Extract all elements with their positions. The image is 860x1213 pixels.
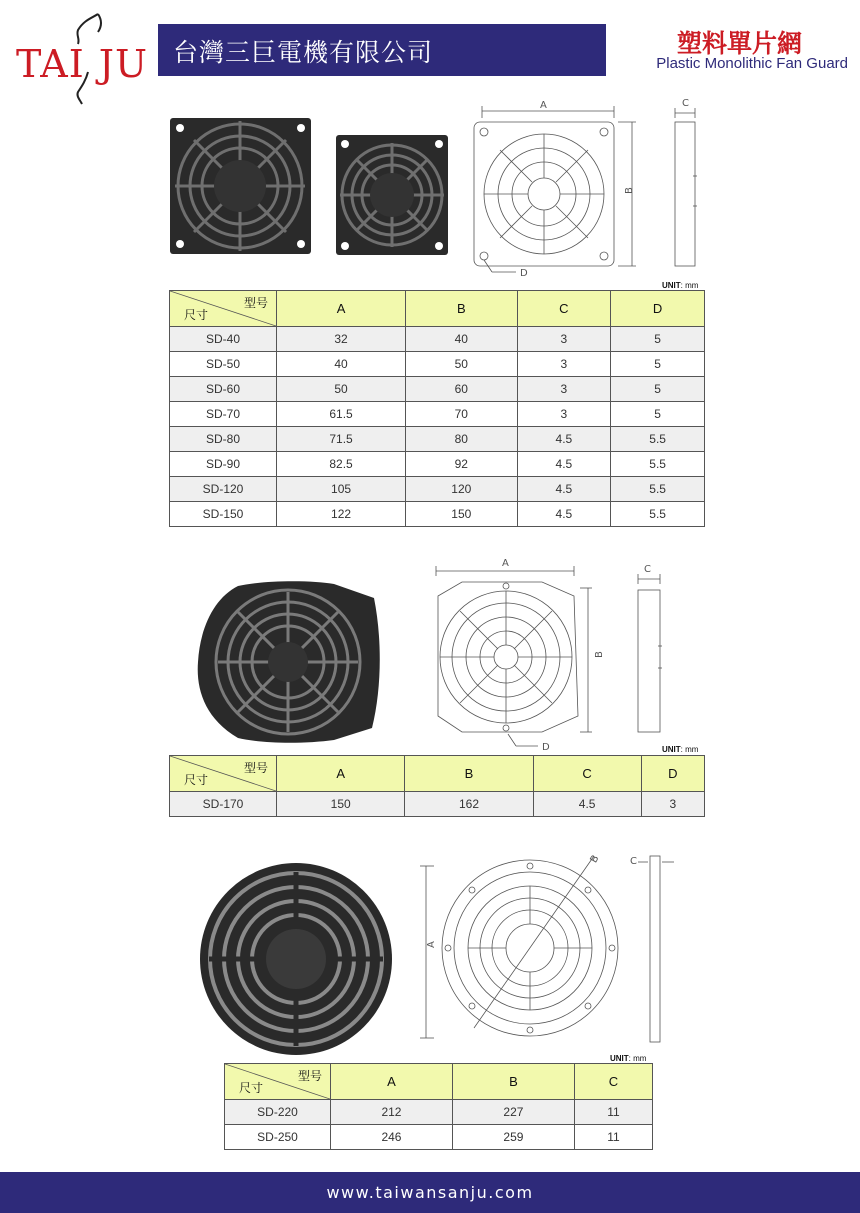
value-cell: 5 bbox=[611, 352, 705, 377]
value-cell: 5 bbox=[611, 377, 705, 402]
value-cell: 50 bbox=[406, 352, 517, 377]
value-cell: 122 bbox=[277, 502, 406, 527]
dim-d-label: D bbox=[520, 268, 528, 279]
table-row bbox=[170, 452, 705, 477]
model-cell: SD-220 bbox=[225, 1100, 331, 1125]
model-cell: SD-70 bbox=[170, 402, 277, 427]
column-header: D bbox=[641, 756, 704, 792]
value-cell: 5.5 bbox=[611, 427, 705, 452]
square-guard-small-photo bbox=[334, 133, 450, 257]
corner-size-label: 尺寸 bbox=[184, 773, 209, 787]
column-header: B bbox=[406, 291, 517, 327]
value-cell: 150 bbox=[406, 502, 517, 527]
column-header: C bbox=[517, 291, 611, 327]
rounded-guard-photo bbox=[194, 578, 382, 744]
square-guard-large-photo bbox=[168, 116, 313, 256]
dim-a-label: A bbox=[540, 100, 547, 111]
table-row bbox=[225, 1125, 653, 1150]
model-cell: SD-80 bbox=[170, 427, 277, 452]
product-title-en: Plastic Monolithic Fan Guard bbox=[656, 55, 848, 72]
value-cell: 5.5 bbox=[611, 477, 705, 502]
value-cell: 3 bbox=[641, 792, 704, 817]
company-logo bbox=[6, 8, 156, 106]
value-cell: 50 bbox=[277, 377, 406, 402]
value-cell: 4.5 bbox=[533, 792, 641, 817]
value-cell: 259 bbox=[452, 1125, 574, 1150]
value-cell: 60 bbox=[406, 377, 517, 402]
column-header: D bbox=[611, 291, 705, 327]
value-cell: 5.5 bbox=[611, 502, 705, 527]
column-header: A bbox=[277, 291, 406, 327]
table-row bbox=[170, 477, 705, 502]
value-cell: 105 bbox=[277, 477, 406, 502]
value-cell: 80 bbox=[406, 427, 517, 452]
table-corner-cell bbox=[170, 756, 277, 792]
corner-size-label: 尺寸 bbox=[184, 308, 209, 322]
company-name: 台灣三巨電機有限公司 bbox=[173, 38, 434, 67]
table-row bbox=[170, 402, 705, 427]
website-link[interactable]: www.taiwansanju.com bbox=[326, 1183, 534, 1202]
header-band bbox=[158, 24, 852, 76]
unit-label-1: UNIT: mm bbox=[662, 281, 699, 290]
column-header: C bbox=[574, 1064, 652, 1100]
spec-table-3 bbox=[224, 1063, 653, 1150]
value-cell: 212 bbox=[331, 1100, 453, 1125]
value-cell: 5 bbox=[611, 327, 705, 352]
table-header-row bbox=[170, 291, 705, 327]
logo-wordmark bbox=[16, 42, 148, 86]
model-cell: SD-50 bbox=[170, 352, 277, 377]
unit-label-3: UNIT: mm bbox=[610, 1054, 647, 1063]
model-cell: SD-120 bbox=[170, 477, 277, 502]
unit-label-2: UNIT: mm bbox=[662, 745, 699, 754]
table-row bbox=[170, 352, 705, 377]
dim-b-label: B bbox=[588, 853, 602, 865]
dim-a-label: A bbox=[426, 941, 437, 948]
logo-left-text: TAI bbox=[16, 42, 85, 86]
value-cell: 5.5 bbox=[611, 452, 705, 477]
spec-table-1 bbox=[169, 290, 705, 527]
round-guard-drawing bbox=[412, 848, 684, 1044]
table-row bbox=[225, 1100, 653, 1125]
value-cell: 5 bbox=[611, 402, 705, 427]
value-cell: 92 bbox=[406, 452, 517, 477]
corner-model-label: 型号 bbox=[243, 296, 268, 310]
dim-c-label: C bbox=[682, 98, 689, 109]
table-header-row bbox=[170, 756, 705, 792]
value-cell: 3 bbox=[517, 377, 611, 402]
footer-band bbox=[0, 1172, 860, 1213]
table-row bbox=[170, 502, 705, 527]
value-cell: 4.5 bbox=[517, 477, 611, 502]
dim-c-label: C bbox=[630, 856, 637, 867]
value-cell: 3 bbox=[517, 327, 611, 352]
model-cell: SD-90 bbox=[170, 452, 277, 477]
value-cell: 120 bbox=[406, 477, 517, 502]
dim-b-label: B bbox=[594, 651, 605, 658]
corner-model-label: 型号 bbox=[297, 1069, 322, 1083]
dim-b-label: B bbox=[624, 187, 635, 194]
dim-d-label: D bbox=[542, 742, 550, 753]
product-title-zh: 塑料單片網 bbox=[676, 29, 802, 58]
table-row bbox=[170, 377, 705, 402]
model-cell: SD-60 bbox=[170, 377, 277, 402]
value-cell: 40 bbox=[277, 352, 406, 377]
table-row bbox=[170, 427, 705, 452]
logo-right-text: JU bbox=[98, 42, 148, 86]
spec-table-2 bbox=[169, 755, 705, 817]
rounded-guard-drawing bbox=[428, 556, 672, 756]
value-cell: 11 bbox=[574, 1125, 652, 1150]
value-cell: 4.5 bbox=[517, 452, 611, 477]
column-header: B bbox=[405, 756, 533, 792]
value-cell: 4.5 bbox=[517, 427, 611, 452]
model-cell: SD-170 bbox=[170, 792, 277, 817]
model-cell: SD-40 bbox=[170, 327, 277, 352]
model-cell: SD-250 bbox=[225, 1125, 331, 1150]
corner-size-label: 尺寸 bbox=[239, 1081, 264, 1095]
corner-model-label: 型号 bbox=[243, 761, 268, 775]
value-cell: 40 bbox=[406, 327, 517, 352]
value-cell: 61.5 bbox=[277, 402, 406, 427]
value-cell: 11 bbox=[574, 1100, 652, 1125]
column-header: A bbox=[331, 1064, 453, 1100]
value-cell: 4.5 bbox=[517, 502, 611, 527]
table-corner-cell bbox=[225, 1064, 331, 1100]
value-cell: 70 bbox=[406, 402, 517, 427]
value-cell: 246 bbox=[331, 1125, 453, 1150]
table-row bbox=[170, 792, 705, 817]
value-cell: 3 bbox=[517, 352, 611, 377]
value-cell: 32 bbox=[277, 327, 406, 352]
product-title-box bbox=[606, 24, 852, 76]
dim-c-label: C bbox=[644, 564, 651, 575]
table-header-row bbox=[225, 1064, 653, 1100]
column-header: B bbox=[452, 1064, 574, 1100]
value-cell: 71.5 bbox=[277, 427, 406, 452]
square-guard-drawing bbox=[464, 96, 710, 286]
value-cell: 162 bbox=[405, 792, 533, 817]
value-cell: 227 bbox=[452, 1100, 574, 1125]
value-cell: 3 bbox=[517, 402, 611, 427]
column-header: A bbox=[277, 756, 405, 792]
model-cell: SD-150 bbox=[170, 502, 277, 527]
round-guard-photo bbox=[194, 862, 398, 1056]
column-header: C bbox=[533, 756, 641, 792]
table-row bbox=[170, 327, 705, 352]
table-corner-cell bbox=[170, 291, 277, 327]
value-cell: 150 bbox=[277, 792, 405, 817]
value-cell: 82.5 bbox=[277, 452, 406, 477]
dim-a-label: A bbox=[502, 558, 509, 569]
